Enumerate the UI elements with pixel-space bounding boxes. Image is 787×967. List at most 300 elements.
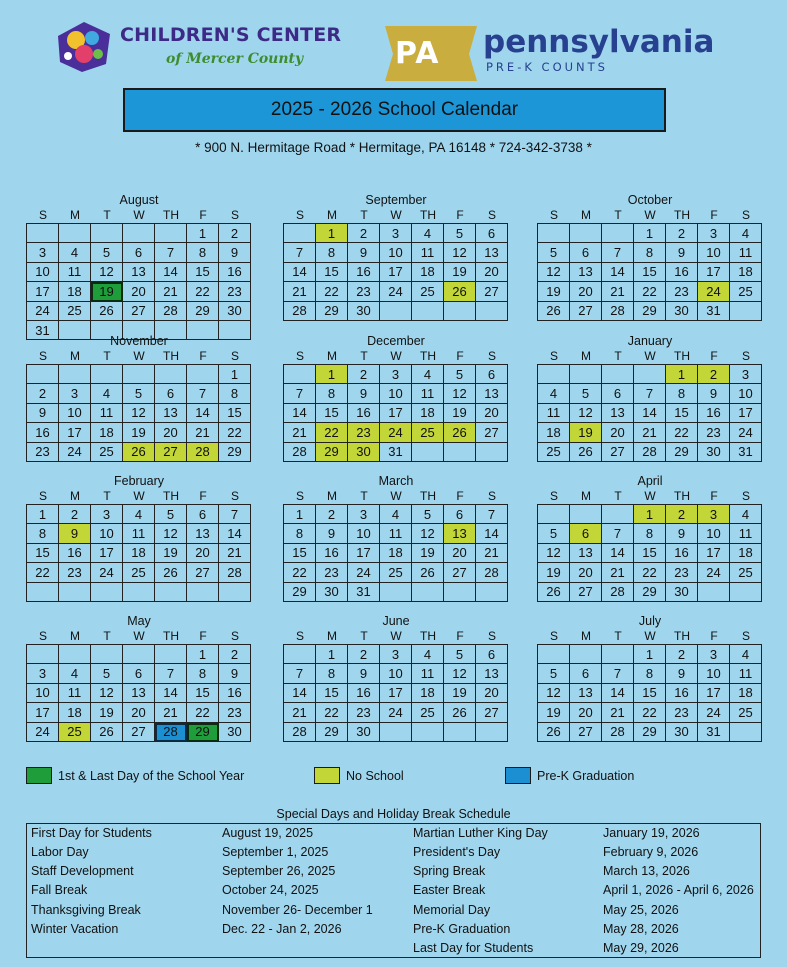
month-name: January [627, 334, 673, 348]
day-cell: 29 [187, 302, 219, 321]
empty-cell [219, 583, 251, 602]
day-cell: 13 [476, 243, 508, 262]
weekday-label: F [456, 489, 464, 503]
month-name: July [638, 614, 662, 628]
day-cell: 1 [219, 365, 251, 384]
day-cell: 6 [123, 243, 155, 262]
day-cell: 23 [219, 282, 251, 301]
day-cell: 20 [476, 404, 508, 423]
day-cell: 9 [348, 243, 380, 262]
day-cell: 29 [219, 443, 251, 462]
day-cell: 22 [27, 563, 59, 582]
day-cell: 3 [27, 664, 59, 683]
day-cell: 22 [219, 423, 251, 442]
weekday-label: T [614, 208, 622, 222]
day-cell: 10 [698, 243, 730, 262]
day-cell: 12 [570, 404, 602, 423]
day-cell: 27 [476, 703, 508, 722]
schedule-date: March 13, 2026 [603, 864, 690, 878]
day-cell: 6 [570, 524, 602, 543]
day-cell: 26 [91, 302, 123, 321]
day-cell: 7 [602, 243, 634, 262]
empty-cell [476, 723, 508, 742]
day-cell: 5 [538, 524, 570, 543]
day-cell: 12 [123, 404, 155, 423]
weekday-label: F [199, 349, 207, 363]
weekday-label: F [456, 208, 464, 222]
day-cell: 1 [187, 645, 219, 664]
day-cell: 2 [27, 384, 59, 403]
day-cell: 22 [316, 423, 348, 442]
day-cell: 25 [412, 703, 444, 722]
day-cell: 27 [476, 282, 508, 301]
day-cell: 17 [27, 703, 59, 722]
day-cell: 25 [59, 723, 91, 742]
day-cell: 16 [316, 544, 348, 563]
schedule-event: Martian Luther King Day [413, 826, 548, 840]
day-cell: 24 [380, 282, 412, 301]
day-cell: 16 [666, 544, 698, 563]
legend-label: Pre-K Graduation [537, 768, 635, 783]
calendar-title: 2025 - 2026 School Calendar [123, 88, 666, 132]
weekday-label: TH [420, 208, 436, 222]
schedule-date: May 25, 2026 [603, 903, 679, 917]
weekday-label: T [614, 489, 622, 503]
weekday-label: M [70, 629, 80, 643]
day-cell: 3 [698, 224, 730, 243]
day-cell: 7 [155, 664, 187, 683]
day-cell: 3 [380, 365, 412, 384]
day-cell: 28 [634, 443, 666, 462]
day-cell: 27 [187, 563, 219, 582]
day-cell: 18 [730, 263, 762, 282]
day-cell: 10 [380, 664, 412, 683]
day-cell: 9 [666, 243, 698, 262]
month-name: August [119, 193, 159, 207]
schedule-event: Fall Break [31, 883, 88, 897]
empty-cell [444, 302, 476, 321]
day-cell: 3 [27, 243, 59, 262]
day-cell: 24 [698, 282, 730, 301]
day-cell: 2 [348, 645, 380, 664]
weekday-label: W [133, 489, 145, 503]
org-name: CHILDREN'S CENTER [120, 24, 342, 46]
day-cell: 27 [123, 302, 155, 321]
day-cell: 18 [91, 423, 123, 442]
day-cell: 19 [538, 563, 570, 582]
weekday-label: TH [674, 208, 690, 222]
day-cell: 6 [155, 384, 187, 403]
day-cell: 5 [570, 384, 602, 403]
empty-cell [91, 583, 123, 602]
legend-graduation [505, 767, 634, 784]
day-cell: 16 [219, 263, 251, 282]
month-november [26, 334, 252, 462]
day-cell: 12 [444, 243, 476, 262]
day-cell: 26 [444, 703, 476, 722]
empty-cell [380, 583, 412, 602]
weekday-label: S [38, 349, 47, 363]
day-cell: 4 [730, 224, 762, 243]
day-cell: 3 [348, 505, 380, 524]
weekday-label: TH [163, 349, 179, 363]
day-cell: 9 [316, 524, 348, 543]
weekday-label: S [38, 489, 47, 503]
day-cell: 7 [284, 384, 316, 403]
day-cell: 31 [380, 443, 412, 462]
weekday-label: S [295, 349, 304, 363]
day-cell: 10 [380, 243, 412, 262]
day-cell: 29 [634, 302, 666, 321]
empty-cell [476, 302, 508, 321]
weekday-label: T [103, 489, 111, 503]
day-cell: 18 [59, 282, 91, 301]
day-cell: 6 [476, 224, 508, 243]
day-cell: 8 [219, 384, 251, 403]
day-cell: 16 [59, 544, 91, 563]
empty-cell [27, 645, 59, 664]
day-cell: 13 [187, 524, 219, 543]
day-cell: 29 [316, 302, 348, 321]
schedule-event: Spring Break [413, 864, 486, 878]
schedule-date: April 1, 2026 - April 6, 2026 [603, 883, 754, 897]
day-cell: 27 [570, 302, 602, 321]
empty-cell [570, 505, 602, 524]
day-cell: 14 [284, 684, 316, 703]
weekday-label: TH [420, 629, 436, 643]
day-cell: 6 [476, 365, 508, 384]
day-cell: 4 [59, 664, 91, 683]
day-cell: 17 [27, 282, 59, 301]
empty-cell [155, 365, 187, 384]
day-cell: 7 [155, 243, 187, 262]
day-cell: 11 [412, 384, 444, 403]
day-cell: 10 [698, 524, 730, 543]
day-cell: 1 [187, 224, 219, 243]
weekday-label: S [487, 208, 496, 222]
day-cell: 31 [348, 583, 380, 602]
day-cell: 8 [634, 664, 666, 683]
day-cell: 2 [666, 645, 698, 664]
day-cell: 11 [412, 243, 444, 262]
day-cell: 4 [123, 505, 155, 524]
month-june [283, 614, 509, 742]
day-cell: 21 [187, 423, 219, 442]
day-cell: 28 [602, 723, 634, 742]
weekday-label: M [327, 629, 337, 643]
day-cell: 31 [698, 302, 730, 321]
weekday-label: W [390, 489, 402, 503]
empty-cell [123, 645, 155, 664]
empty-cell [538, 365, 570, 384]
day-cell: 17 [698, 263, 730, 282]
day-cell: 25 [123, 563, 155, 582]
schedule-event: Winter Vacation [31, 922, 119, 936]
day-cell: 13 [123, 263, 155, 282]
day-cell: 9 [219, 664, 251, 683]
day-cell: 21 [602, 282, 634, 301]
day-cell: 14 [155, 684, 187, 703]
weekday-label: S [295, 629, 304, 643]
day-cell: 17 [698, 544, 730, 563]
day-cell: 3 [698, 505, 730, 524]
day-cell: 8 [316, 664, 348, 683]
legend-first-last [26, 767, 244, 784]
day-cell: 1 [634, 645, 666, 664]
day-cell: 8 [316, 243, 348, 262]
day-cell: 12 [538, 544, 570, 563]
day-cell: 16 [219, 684, 251, 703]
day-cell: 12 [444, 384, 476, 403]
day-cell: 29 [284, 583, 316, 602]
day-cell: 4 [730, 505, 762, 524]
day-cell: 18 [412, 404, 444, 423]
month-march [283, 474, 509, 602]
day-cell: 18 [380, 544, 412, 563]
weekday-label: T [614, 349, 622, 363]
legend-no-school [314, 767, 404, 784]
day-cell: 19 [123, 423, 155, 442]
schedule-date: August 19, 2025 [222, 826, 314, 840]
day-cell: 8 [634, 524, 666, 543]
month-name: December [367, 334, 425, 348]
month-grid [283, 223, 508, 321]
day-cell: 5 [155, 505, 187, 524]
day-cell: 31 [27, 321, 59, 340]
day-cell: 20 [570, 282, 602, 301]
empty-cell [155, 224, 187, 243]
day-cell: 23 [348, 703, 380, 722]
day-cell: 14 [476, 524, 508, 543]
day-cell: 28 [155, 723, 187, 742]
empty-cell [155, 583, 187, 602]
day-cell: 27 [444, 563, 476, 582]
weekday-label: W [390, 349, 402, 363]
day-cell: 5 [538, 243, 570, 262]
weekday-label: TH [674, 489, 690, 503]
day-cell: 11 [59, 684, 91, 703]
day-cell: 29 [316, 443, 348, 462]
day-cell: 16 [348, 404, 380, 423]
day-cell: 26 [91, 723, 123, 742]
day-cell: 11 [538, 404, 570, 423]
empty-cell [412, 723, 444, 742]
day-cell: 7 [476, 505, 508, 524]
day-cell: 15 [666, 404, 698, 423]
day-cell: 21 [602, 703, 634, 722]
day-cell: 2 [666, 505, 698, 524]
day-cell: 7 [284, 664, 316, 683]
day-cell: 10 [59, 404, 91, 423]
month-grid [283, 504, 508, 602]
weekday-label: TH [163, 208, 179, 222]
day-cell: 15 [316, 263, 348, 282]
empty-cell [730, 583, 762, 602]
day-cell: 3 [380, 645, 412, 664]
day-cell: 25 [91, 443, 123, 462]
day-cell: 29 [187, 723, 219, 742]
schedule-date: September 1, 2025 [222, 845, 329, 859]
weekday-header [27, 629, 252, 644]
day-cell: 2 [219, 224, 251, 243]
weekday-header [27, 489, 252, 504]
day-cell: 9 [698, 384, 730, 403]
weekday-header [284, 629, 509, 644]
day-cell: 15 [219, 404, 251, 423]
weekday-label: W [390, 208, 402, 222]
day-cell: 26 [538, 723, 570, 742]
day-cell: 4 [412, 224, 444, 243]
day-cell: 18 [730, 684, 762, 703]
empty-cell [284, 224, 316, 243]
empty-cell [59, 224, 91, 243]
month-february [26, 474, 252, 602]
empty-cell [570, 224, 602, 243]
day-cell: 4 [59, 243, 91, 262]
day-cell: 2 [59, 505, 91, 524]
childrens-center-logo [54, 18, 344, 80]
day-cell: 15 [316, 684, 348, 703]
day-cell: 10 [380, 384, 412, 403]
legend-swatch-first-last [26, 767, 52, 784]
day-cell: 17 [59, 423, 91, 442]
day-cell: 17 [730, 404, 762, 423]
pa-abbrev: PA [395, 36, 440, 71]
day-cell: 11 [412, 664, 444, 683]
empty-cell [634, 365, 666, 384]
day-cell: 2 [348, 365, 380, 384]
month-grid [283, 644, 508, 742]
empty-cell [187, 583, 219, 602]
day-cell: 1 [666, 365, 698, 384]
day-cell: 18 [123, 544, 155, 563]
day-cell: 4 [730, 645, 762, 664]
day-cell: 29 [634, 583, 666, 602]
legend-swatch-graduation [505, 767, 531, 784]
day-cell: 6 [123, 664, 155, 683]
schedule-event: President's Day [413, 845, 501, 859]
day-cell: 12 [538, 684, 570, 703]
day-cell: 10 [27, 684, 59, 703]
day-cell: 10 [27, 263, 59, 282]
day-cell: 19 [570, 423, 602, 442]
day-cell: 26 [444, 423, 476, 442]
empty-cell [538, 645, 570, 664]
day-cell: 8 [284, 524, 316, 543]
day-cell: 19 [91, 703, 123, 722]
empty-cell [602, 505, 634, 524]
empty-cell [538, 224, 570, 243]
weekday-label: T [360, 208, 368, 222]
weekday-label: M [70, 208, 80, 222]
weekday-header [27, 208, 252, 223]
weekday-label: S [741, 629, 750, 643]
day-cell: 19 [412, 544, 444, 563]
day-cell: 4 [91, 384, 123, 403]
weekday-label: S [549, 629, 558, 643]
day-cell: 13 [155, 404, 187, 423]
weekday-header [538, 208, 763, 223]
weekday-label: F [199, 208, 207, 222]
day-cell: 18 [730, 544, 762, 563]
day-cell: 30 [666, 302, 698, 321]
weekday-header [284, 489, 509, 504]
day-cell: 28 [155, 302, 187, 321]
empty-cell [123, 583, 155, 602]
weekday-label: TH [674, 349, 690, 363]
day-cell: 29 [634, 723, 666, 742]
empty-cell [123, 224, 155, 243]
empty-cell [444, 443, 476, 462]
legend-swatch-no-school [314, 767, 340, 784]
day-cell: 28 [284, 723, 316, 742]
weekday-label: M [327, 349, 337, 363]
weekday-label: F [199, 629, 207, 643]
empty-cell [602, 365, 634, 384]
empty-cell [91, 365, 123, 384]
empty-cell [602, 645, 634, 664]
schedule-date: January 19, 2026 [603, 826, 700, 840]
weekday-label: T [360, 629, 368, 643]
day-cell: 27 [476, 423, 508, 442]
day-cell: 23 [59, 563, 91, 582]
day-cell: 28 [284, 443, 316, 462]
org-subtitle: of Mercer County [166, 51, 304, 67]
schedule-event: Last Day for Students [413, 941, 534, 955]
weekday-label: W [644, 489, 656, 503]
day-cell: 23 [698, 423, 730, 442]
day-cell: 27 [570, 723, 602, 742]
day-cell: 18 [412, 263, 444, 282]
month-january [537, 334, 763, 462]
day-cell: 11 [123, 524, 155, 543]
day-cell: 5 [444, 224, 476, 243]
address-line: * 900 N. Hermitage Road * Hermitage, PA 16148 * 724-342-3738 * [195, 140, 592, 155]
day-cell: 28 [476, 563, 508, 582]
empty-cell [476, 583, 508, 602]
day-cell: 22 [634, 563, 666, 582]
month-april [537, 474, 763, 602]
day-cell: 9 [27, 404, 59, 423]
day-cell: 18 [412, 684, 444, 703]
month-august [26, 193, 252, 340]
schedule-event: Pre-K Graduation [413, 922, 511, 936]
day-cell: 17 [380, 263, 412, 282]
day-cell: 23 [27, 443, 59, 462]
empty-cell [538, 505, 570, 524]
day-cell: 20 [570, 563, 602, 582]
day-cell: 15 [634, 544, 666, 563]
day-cell: 24 [27, 302, 59, 321]
empty-cell [27, 365, 59, 384]
day-cell: 24 [380, 703, 412, 722]
day-cell: 3 [730, 365, 762, 384]
weekday-label: S [295, 208, 304, 222]
day-cell: 7 [187, 384, 219, 403]
day-cell: 9 [219, 243, 251, 262]
day-cell: 19 [444, 263, 476, 282]
month-name: November [110, 334, 168, 348]
day-cell: 23 [219, 703, 251, 722]
day-cell: 17 [380, 684, 412, 703]
day-cell: 30 [698, 443, 730, 462]
day-cell: 6 [444, 505, 476, 524]
schedule-date: May 29, 2026 [603, 941, 679, 955]
day-cell: 3 [91, 505, 123, 524]
day-cell: 26 [570, 443, 602, 462]
empty-cell [187, 365, 219, 384]
day-cell: 14 [602, 544, 634, 563]
